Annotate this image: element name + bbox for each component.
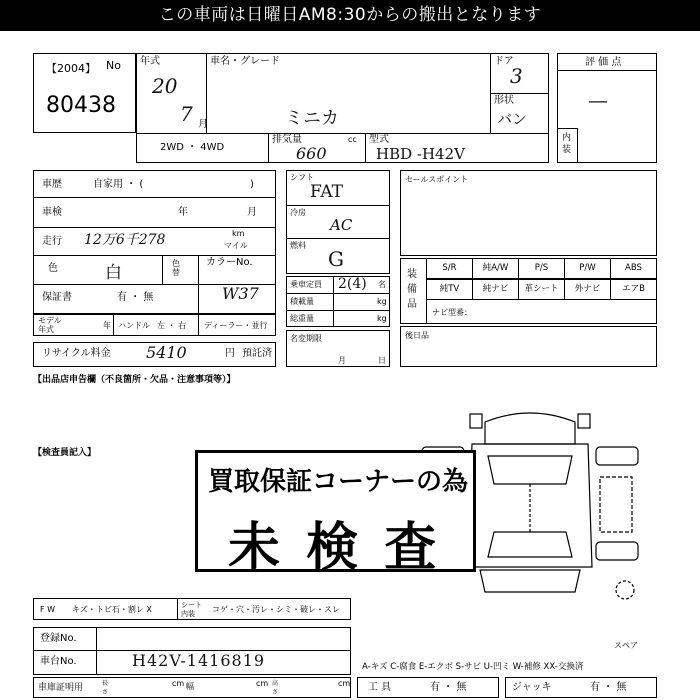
mileage-unit: km xyxy=(232,229,245,238)
spare-label: スペア xyxy=(614,641,638,650)
year-code-label: 【2004】 xyxy=(46,62,96,75)
displacement-value: 660 xyxy=(296,144,327,163)
score-value: — xyxy=(588,88,608,112)
seat-label: シート内装 xyxy=(181,601,202,618)
interior-label: 内装 xyxy=(562,133,572,155)
aircon-value: AC xyxy=(330,216,353,234)
seller-declaration-label: 【出品店申告欄（不良箇所・欠品・注意事項等）】 xyxy=(33,375,236,385)
color-value: 白 xyxy=(105,263,122,283)
shift-value: FAT xyxy=(310,182,344,202)
no-label: No xyxy=(106,59,121,72)
unInspected-stamp xyxy=(195,450,476,578)
month-value: 7 xyxy=(180,102,193,126)
mileage-unit-mile: マイル xyxy=(224,241,248,250)
registration-label: 登録No. xyxy=(40,633,77,644)
cert-width-label: 幅 xyxy=(186,682,194,691)
registration-change-month: 月 xyxy=(338,356,346,365)
equip-aftermarket-navi: 外ナビ xyxy=(564,279,611,300)
capacity-unit: 名 xyxy=(378,280,386,289)
fuel-value: G xyxy=(328,247,344,271)
equip-alloy-wheels: 純A/W xyxy=(472,258,519,279)
equip-pw: P/W xyxy=(564,258,611,279)
fw-value: キズ・トビ石・割レ X xyxy=(72,605,152,614)
recycle-value: 5410 xyxy=(146,343,187,362)
dealer-label: ディーラー・並行 xyxy=(204,321,268,330)
mileage-label: 走行 xyxy=(42,236,62,247)
shaken-year: 年 xyxy=(178,207,188,218)
equipment-label: 装備品 xyxy=(407,269,417,310)
registration-change-day: 日 xyxy=(378,356,386,365)
handle-value: 左 ・ 右 xyxy=(157,321,187,330)
shape-value: バン xyxy=(497,110,528,128)
model-label: 型式 xyxy=(369,134,389,145)
cert-length-unit: cm xyxy=(172,679,185,688)
equip-navi: 純ナビ xyxy=(472,279,519,300)
inspector-label: 【検査員記入】 xyxy=(33,448,97,458)
warranty-value: 有 ・ 無 xyxy=(117,292,154,303)
capacity-label: 乗車定員 xyxy=(290,280,322,289)
score-label: 評 価 点 xyxy=(585,57,622,68)
color-no-label: カラーNo. xyxy=(206,257,253,268)
chassis-value: H42V-1416819 xyxy=(132,651,266,670)
recycle-unit: 円 xyxy=(225,348,235,359)
notes-box xyxy=(400,326,657,367)
shape-label: 形状 xyxy=(494,95,514,106)
jack-value: 有 ・ 無 xyxy=(590,682,627,693)
load-label: 積載量 xyxy=(290,297,314,306)
tools-label: 工 具 xyxy=(368,682,392,693)
history-label: 車歴 xyxy=(42,179,62,190)
month-suffix: 月 xyxy=(198,119,208,130)
repaint-label: 色替 xyxy=(172,259,180,277)
nensiki-label: 年式 xyxy=(140,56,160,67)
aircon-label: 冷房 xyxy=(290,208,306,217)
sales-point-label: セールスポイント xyxy=(405,175,469,184)
navi-model-label: ナビ型番： xyxy=(432,308,472,317)
chassis-label: 車台No. xyxy=(40,656,77,667)
drive-label: 2WD ・ 4WD xyxy=(160,142,225,153)
notes-label: 後日品 xyxy=(405,331,429,340)
damage-legend: A-キズ C-腐食 E-エクボ S-サビ U-凹ミ W-補修 XX-交換済 xyxy=(362,662,584,672)
warranty-label: 保証書 xyxy=(42,292,72,303)
equip-sr: S/R xyxy=(426,258,473,279)
equip-airbag: エアB xyxy=(610,279,657,300)
shift-label: シフト xyxy=(290,173,314,182)
recycle-status: 預託済 xyxy=(242,348,272,359)
shaken-month: 月 xyxy=(247,207,257,218)
color-no-value: W37 xyxy=(222,284,259,303)
color-label: 色 xyxy=(48,263,58,274)
history-close: ) xyxy=(250,179,254,190)
fw-label: F W xyxy=(40,605,56,614)
displacement-unit: cc xyxy=(348,135,357,144)
year-value: 20 xyxy=(152,74,178,98)
displacement-label: 排気量 xyxy=(272,134,302,145)
cert-height-unit: cm xyxy=(338,679,351,688)
registration-change-label: 名変期限 xyxy=(290,334,322,343)
cert-height-label: 高さ xyxy=(272,680,279,696)
weight-unit: kg xyxy=(377,314,387,323)
cert-width-unit: cm xyxy=(256,679,269,688)
equip-leather: 革シート xyxy=(518,279,565,300)
car-name-value: ミニカ xyxy=(285,108,339,129)
history-value: 自家用 ・ ( xyxy=(93,179,144,190)
fuel-label: 燃料 xyxy=(290,241,306,250)
cert-length-label: 長さ xyxy=(102,680,109,696)
model-year-year: 年 xyxy=(103,321,111,330)
car-name-label: 車名・グレード xyxy=(210,56,280,67)
equip-abs: ABS xyxy=(610,258,657,279)
door-label: ドア xyxy=(494,56,514,67)
equip-ps: P/S xyxy=(518,258,565,279)
model-value: HBD -H42V xyxy=(376,145,465,163)
mileage-value: 12万6千278 xyxy=(84,232,166,248)
garage-cert-label: 車庫証明用 xyxy=(38,683,84,693)
weight-label: 総重量 xyxy=(290,314,314,323)
recycle-label: リサイクル料金 xyxy=(42,348,111,359)
stamp-line2: 未 検 査 xyxy=(228,518,441,578)
announcement-banner: この車両は日曜日AM8:30からの搬出となります xyxy=(0,0,700,31)
capacity-value: 2(4) xyxy=(338,276,367,292)
handle-label: ハンドル xyxy=(118,321,150,330)
jack-label: ジャッキ xyxy=(512,682,552,693)
load-unit: kg xyxy=(377,297,387,306)
stamp-line1: 買取保証コーナーの為 xyxy=(208,467,469,497)
lot-number: 80438 xyxy=(46,93,116,118)
tools-value: 有 ・ 無 xyxy=(430,682,467,693)
equip-tv: 純TV xyxy=(426,279,473,300)
door-value: 3 xyxy=(510,64,523,88)
model-year-label: モデル年式 xyxy=(38,316,62,334)
shaken-label: 車検 xyxy=(42,207,62,218)
seat-value: コゲ・穴・汚レ・シミ・破レ・スレ xyxy=(212,605,340,614)
